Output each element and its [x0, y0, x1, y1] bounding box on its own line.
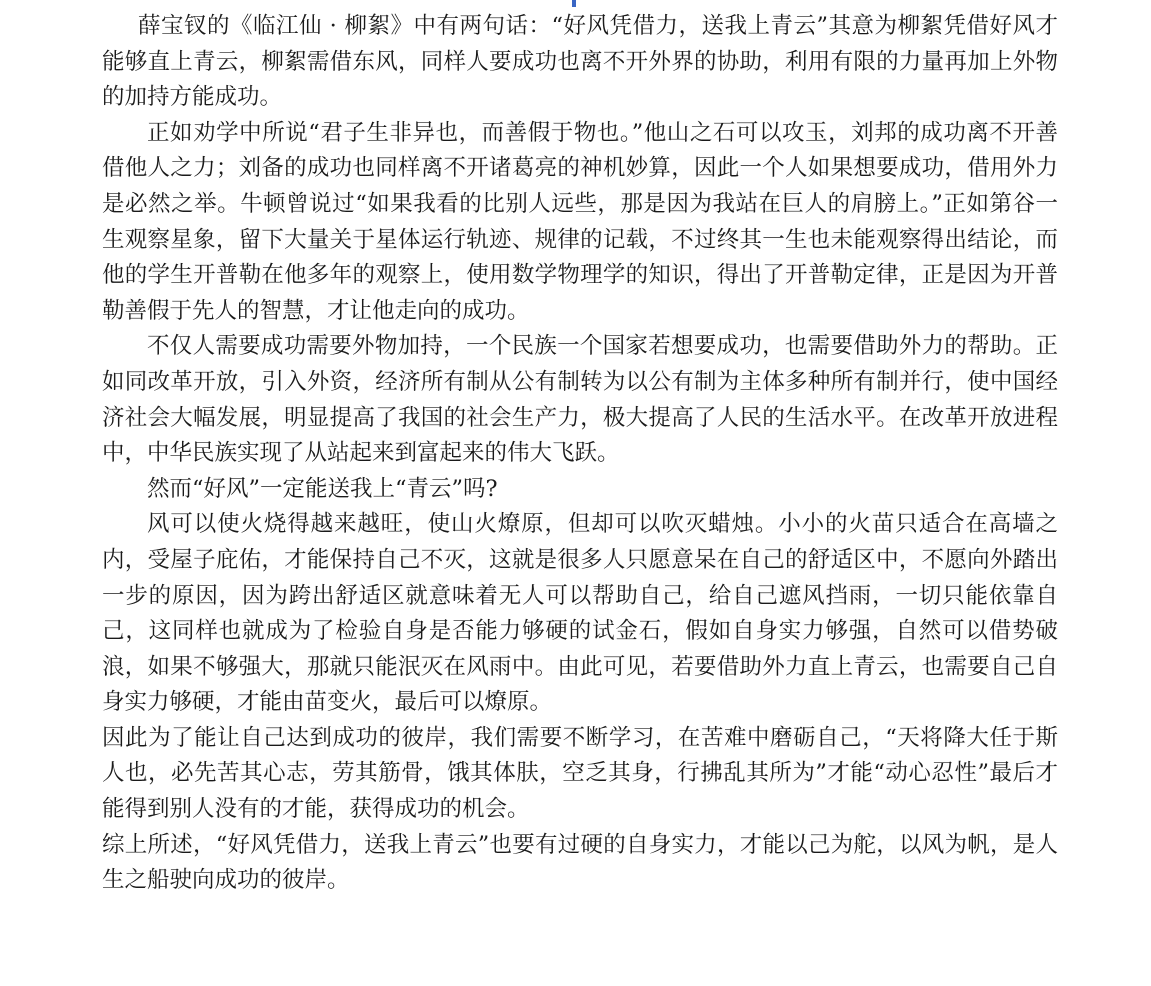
paragraph-nation: 不仅人需要成功需要外物加持，一个民族一个国家若想要成功，也需要借助外力的帮助。正如同改革开放，引入外资，经济所有制从公有制转为以公有制为主体多种所有制并行，使中国经济社会大幅发展，明显提高了我国的社会生产力，极大提高了人民的生活水平。在改革开放进程中，中华民族实现了从站起来到富起来的伟大飞跃。	[102, 333, 1058, 467]
paragraph-question: 然而“好风”一定能送我上“青云”吗?	[147, 475, 498, 502]
text-cursor-marker	[572, 0, 576, 7]
paragraph-quote-examples: 正如劝学中所说“君子生非异也，而善假于物也。”他山之石可以攻玉，刘邦的成功离不开善借他人之力；刘备的成功也同样离不开诸葛亮的神机妙算，因此一个人如果想要成功，借用外力是必然之举。牛顿曾说过“如果我看的比别人远些，那是因为我站在巨人的肩膀上。”正如第谷一生观察星象，留下大量关于星体运行轨迹、规律的记载，不过终其一生也未能观察得出结论，而他的学生开普勒在他多年的观察上，使用数学物理学的知识，得出了开普勒定律，正是因为开普勒善假于先人的智慧，才让他走向的成功。	[102, 119, 1058, 324]
essay-body	[102, 9, 1058, 899]
paragraph-conclusion: 综上所述，“好风凭借力，送我上青云”也要有过硬的自身实力，才能以己为舵，以风为帆，是人生之船驶向成功的彼岸。	[102, 831, 1058, 894]
paragraph-wind-fire: 风可以使火烧得越来越旺，使山火燎原，但却可以吹灭蜡烛。小小的火苗只适合在高墙之内，受屋子庇佑，才能保持自己不灭，这就是很多人只愿意呆在自己的舒适区中，不愿向外踏出一步的原因，因为跨出舒适区就意味着无人可以帮助自己，给自己遮风挡雨，一切只能依靠自己，这同样也就成为了检验自身是否能力够硬的试金石，假如自身实力够强，自然可以借势破浪，如果不够强大，那就只能泯灭在风雨中。由此可见，若要借助外力直上青云，也需要自己自身实力够硬，才能由苗变火，最后可以燎原。	[102, 511, 1058, 716]
paragraph-learning: 因此为了能让自己达到成功的彼岸，我们需要不断学习，在苦难中磨砺自己，“天将降大任于斯人也，必先苦其心志，劳其筋骨，饿其体肤，空乏其身，行拂乱其所为”才能“动心忍性”最后才能得到别人没有的才能，获得成功的机会。	[102, 724, 1058, 823]
paragraph-intro: 薛宝钗的《临江仙 · 柳絮》中有两句话：“好风凭借力，送我上青云”其意为柳絮凭借好风才能够直上青云，柳絮需借东风，同样人要成功也离不开外界的协助，利用有限的力量再加上外物的加持方能成功。	[102, 13, 1058, 111]
